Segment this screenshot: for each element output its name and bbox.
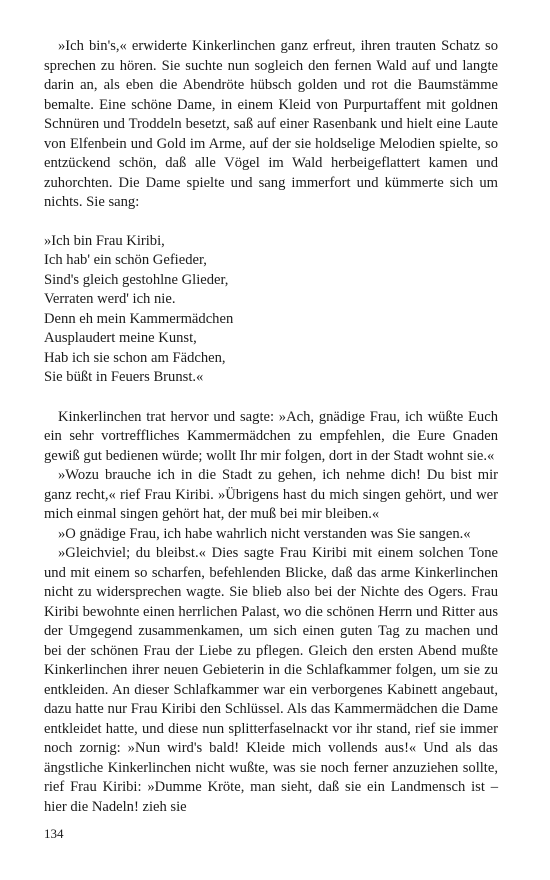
body-text: [44, 37, 498, 817]
paragraph: »Gleichviel; du bleibst.« Dies sagte Frau Kiribi mit einem solchen Tone und mit einem so scharfen, befehlenden Blicke, daß das arme Kinkerlinchen nicht zu widersprechen wagte. Sie blieb also bei der Nichte des Ogers. Frau Kiribi bewohnte einen herrlichen Palast, wo die schönen Herrn und Ritter aus der Umgegend zusammenkamen, um sich einen guten Tag zu machen und bei der schönen Frau der Liebe zu pflegen. Gleich den ersten Abend mußte Kinkerlinchen ihrer neuen Gebieterin in die Schlafkammer folgen, um sie zu entkleiden. An dieser Schlafkammer war ein verborgenes Kabinett angebaut, dazu hatte nur Frau Kiribi den Schlüssel. Als das Kammermädchen die Dame entkleidet hatte, und diese nun splitterfaselnackt vor ihr stand, rief sie immer noch zornig: »Nun wird's bald! Kleide mich vollends aus!« Und als das ängstliche Kinkerlinchen nicht wußte, was sie noch ferner anzuziehen sollte, rief Frau Kiribi: »Dumme Kröte, man sieht, daß sie ein Landmensch ist – hier die Nadeln! zieh sie: [44, 545, 498, 815]
poem-line: »Ich bin Frau Kiribi,: [44, 232, 165, 249]
poem-line: Sie büßt in Feuers Brunst.«: [44, 369, 204, 385]
poem-line: Sind's gleich gestohlne Glieder,: [44, 271, 229, 288]
poem-line: Denn eh mein Kammermädchen: [44, 310, 234, 327]
poem-line: Ich hab' ein schön Gefieder,: [44, 252, 207, 268]
paragraph: »O gnädige Frau, ich habe wahrlich nicht verstanden was Sie sangen.«: [58, 525, 471, 542]
paragraph: Kinkerlinchen trat hervor und sagte: »Ach, gnädige Frau, ich wüßte Euch ein sehr vortreffliches Kammermädchen zu empfehlen, die Eure Gnaden gewiß gut bedienen würde; wollt Ihr mir folgen, dort in der Stadt wohnt sie.«: [44, 408, 498, 464]
paragraph: »Wozu brauche ich in die Stadt zu gehen, ich nehme dich! Du bist mir ganz recht,« rief Frau Kiribi. »Übrigens hast du mich singen gehört, und wer mich einmal singen gehört hat, der muß bei mir bleiben.«: [44, 467, 498, 522]
poem-line: Verraten werd' ich nie.: [44, 291, 176, 307]
poem-line: Ausplaudert meine Kunst,: [44, 330, 197, 346]
page-number: 134: [44, 826, 64, 841]
paragraph: »Ich bin's,« erwiderte Kinkerlinchen ganz erfreut, ihren trauten Schatz so sprechen zu hören. Sie suchte nun sogleich den fernen Wald auf und langte darin an, als eben die Abendröte hübsch golden und rot die Baumstämme bemalte. Eine schöne Dame, in einem Kleid von Purpurtaffent mit goldnen Schnüren und Troddeln besetzt, saß auf einer Rasenbank und hielt eine Laute von Elfenbein und Gold im Arme, auf der sie holdselige Melodien spielte, so entzückend schön, daß alle Vögel im Wald herbeigeflattert kamen und zuhorchten. Die Dame spielte und sang immerfort und kümmerte sich um nichts. Sie sang:: [44, 38, 498, 210]
poem: [44, 232, 498, 388]
poem-line: Hab ich sie schon am Fädchen,: [44, 349, 226, 366]
